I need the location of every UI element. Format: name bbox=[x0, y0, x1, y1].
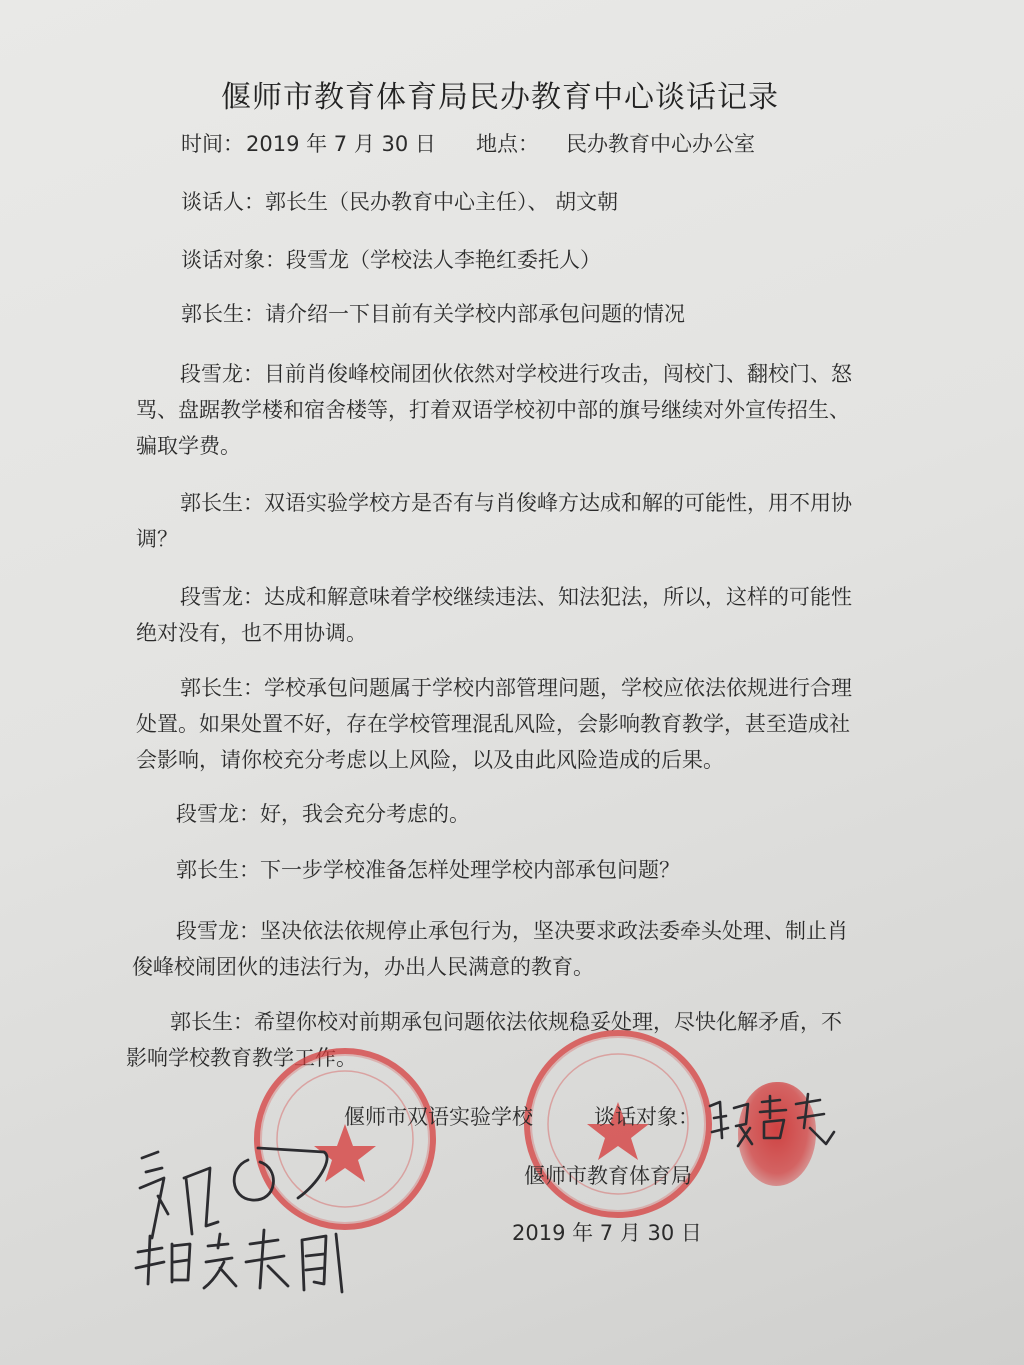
place-label: 地点： bbox=[476, 132, 539, 156]
speaker-label: 郭长生： bbox=[181, 302, 265, 326]
speaker-label: 郭长生： bbox=[180, 676, 264, 700]
dialogue-entry bbox=[136, 670, 852, 778]
footer-school-name: 偃师市双语实验学校 bbox=[344, 1105, 533, 1129]
speaker-label: 郭长生： bbox=[176, 858, 260, 882]
dialogue-entry bbox=[126, 1004, 846, 1076]
dialogue-text: 双语实验学校方是否有与肖俊峰方达成和解的可能性，用不用协调？ bbox=[136, 491, 852, 551]
footer-subject-label: 谈话对象： bbox=[594, 1105, 699, 1129]
footer-bureau-name: 偃师市教育体育局 bbox=[524, 1164, 692, 1188]
dialogue-entry bbox=[176, 852, 856, 888]
subject-line: 谈话对象：段雪龙（学校法人李艳红委托人） bbox=[181, 248, 601, 272]
dialogue-text: 好，我会充分考虑的。 bbox=[260, 802, 470, 826]
talker-line: 谈话人：郭长生（民办教育中心主任）、 胡文朝 bbox=[181, 190, 619, 214]
dialogue-entry bbox=[136, 579, 852, 651]
dialogue-entry bbox=[181, 296, 761, 332]
speaker-label: 郭长生： bbox=[180, 491, 264, 515]
dialogue-text: 希望你校对前期承包问题依法依规稳妥处理，尽快化解矛盾，不影响学校教育教学工作。 bbox=[126, 1010, 842, 1070]
signature-subject bbox=[700, 1088, 840, 1158]
dialogue-entry bbox=[132, 913, 848, 985]
dialogue-entry bbox=[176, 796, 856, 832]
dialogue-text: 请介绍一下目前有关学校内部承包问题的情况 bbox=[265, 302, 685, 326]
dialogue-text: 目前肖俊峰校闹团伙依然对学校进行攻击，闯校门、翻校门、怒骂、盘踞教学楼和宿舍楼等，打着双语学校初中部的旗号继续对外宣传招生、骗取学费。 bbox=[136, 362, 852, 458]
dialogue-text: 达成和解意味着学校继续违法、知法犯法，所以，这样的可能性绝对没有，也不用协调。 bbox=[136, 585, 852, 645]
time-label: 时间： bbox=[181, 132, 244, 156]
speaker-label: 段雪龙： bbox=[180, 362, 264, 386]
speaker-label: 段雪龙： bbox=[176, 802, 260, 826]
dialogue-text: 学校承包问题属于学校内部管理问题，学校应依法依规进行合理处置。如果处置不好，存在学校管理混乱风险，会影响教育教学，甚至造成社会影响，请你校充分考虑以上风险，以及由此风险造成的后果。 bbox=[136, 676, 852, 772]
signature-talker-2 bbox=[128, 1222, 358, 1302]
time-value: 2019 年 7 月 30 日 bbox=[246, 132, 436, 156]
dialogue-text: 坚决依法依规停止承包行为，坚决要求政法委牵头处理、制止肖俊峰校闹团伙的违法行为，办出人民满意的教育。 bbox=[132, 919, 848, 979]
document-title: 偃师市教育体育局民办教育中心谈话记录 bbox=[221, 80, 779, 115]
speaker-label: 郭长生： bbox=[170, 1010, 254, 1034]
dialogue-entry bbox=[136, 356, 852, 464]
dialogue-entry bbox=[136, 485, 852, 557]
dialogue-text: 下一步学校准备怎样处理学校内部承包问题？ bbox=[260, 858, 680, 882]
footer-date: 2019 年 7 月 30 日 bbox=[512, 1221, 702, 1245]
speaker-label: 段雪龙： bbox=[180, 585, 264, 609]
place-value: 民办教育中心办公室 bbox=[566, 132, 755, 156]
speaker-label: 段雪龙： bbox=[176, 919, 260, 943]
